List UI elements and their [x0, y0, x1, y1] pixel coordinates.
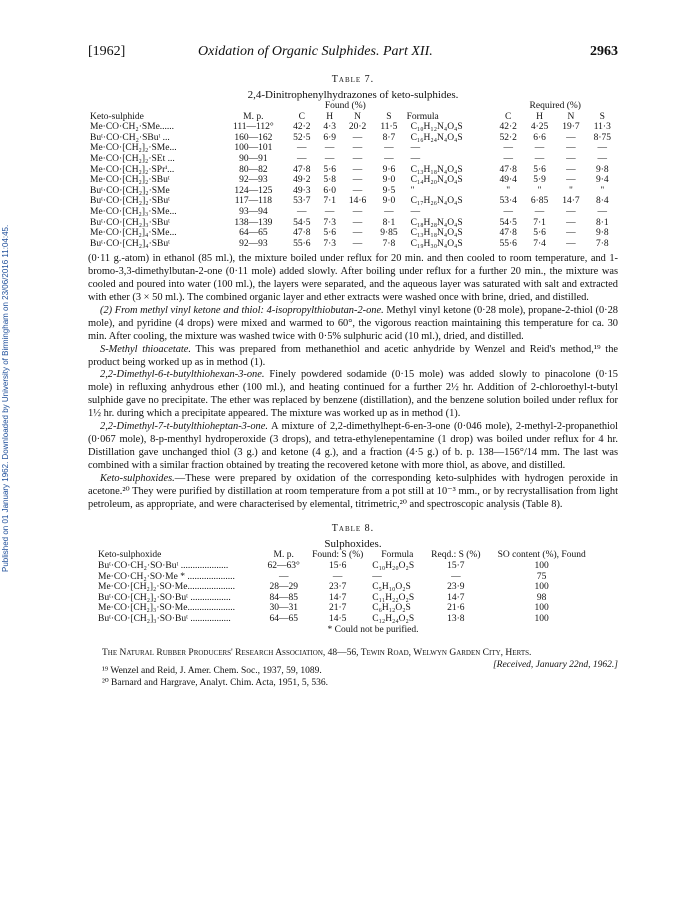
table7-cell: C₁₇H₂₆N₄O₄S — [410, 196, 463, 207]
received-date: [Received, January 22nd, 1962.] — [492, 659, 618, 670]
table7-cell: — — [384, 143, 394, 154]
table8-column-header: SO content (%), Found — [497, 550, 586, 561]
table7-cell: — — [534, 153, 545, 164]
table8-cell: C₅H₁₀O₂S — [372, 582, 411, 593]
table7-cell: C₁₉H₃₀N₄O₄S — [410, 238, 463, 249]
table8-cell: 28—29 — [269, 582, 298, 593]
table7-cell: — — [352, 143, 363, 154]
table7-cell: 19·7 — [562, 122, 580, 133]
table-row — [96, 582, 596, 593]
paragraph-3-text: This was prepared from methanethiol and acetic anhydride by Wenzel and Reid's method,¹⁹ the product being worked up as in method (1). — [88, 343, 618, 368]
table7-column-header: N — [567, 111, 575, 122]
table7-cell: — — [352, 153, 363, 164]
table7-cell: 4·3 — [323, 122, 336, 133]
table-row — [88, 228, 618, 239]
table7-cell: 64—65 — [239, 228, 268, 239]
table7-cell: 47·8 — [293, 228, 311, 239]
table7-cell: — — [566, 164, 576, 175]
table7-cell: Me·CO·[CH₂]₂·SEt ... — [90, 153, 175, 164]
table7-cell: — — [352, 217, 363, 228]
table8-footnote: * Could not be purified. — [327, 624, 419, 635]
table7-column-header: N — [354, 111, 361, 122]
table7-cell: C₁₃H₁₈N₄O₄S — [410, 228, 463, 239]
table8-column-header: Keto-sulphoxide — [98, 550, 162, 561]
table7-cell: 5·6 — [533, 228, 546, 239]
table8-cell: 13·8 — [447, 614, 465, 624]
table7-cell: — — [297, 153, 307, 164]
table8-cell: 62—63° — [267, 561, 300, 572]
table7-cell: — — [566, 217, 576, 228]
table-row — [88, 196, 618, 207]
table7-cell: — — [352, 164, 363, 175]
table8-body — [96, 561, 596, 625]
table7-cell: — — [352, 228, 363, 239]
table7-cell: Buᵗ·CO·[CH₂]₄·SBuᵗ — [90, 238, 170, 249]
table7-cell: 92—93 — [239, 175, 268, 186]
table-row — [88, 186, 618, 197]
table8-cell: Buᵗ·CO·CH₂·SO·Buᵗ .................... — [98, 561, 229, 572]
table7-cell: — — [597, 206, 608, 217]
table7-found-header: Found (%) — [324, 101, 366, 111]
table7 — [88, 101, 618, 249]
table-row — [88, 122, 618, 133]
body-paragraph-5 — [88, 421, 618, 473]
table7-cell: 7·1 — [323, 196, 336, 207]
table7-cell: Me·CO·[CH₂]₂·SBuᵗ — [90, 175, 170, 186]
table7-cell: — — [352, 132, 363, 143]
table7-cell: 7·8 — [595, 238, 609, 249]
table7-cell: 55·6 — [293, 238, 311, 249]
header-year: [1962] — [88, 44, 126, 59]
table8-cell: C₆H₁₂O₂S — [372, 603, 411, 614]
table7-column-header: S — [599, 111, 605, 122]
table7-cell: 90—91 — [239, 153, 268, 164]
table7-cell: — — [566, 143, 576, 154]
table7-cell: 124—125 — [234, 185, 273, 196]
table7-cell: 117—118 — [234, 196, 272, 207]
paragraph-5-text: A mixture of 2,2-dimethylhept-6-en-3-one (0·046 mole), 2-methyl-2-propanethiol (0·067 mole), 8-p-menthyl hydroperoxide (3 drops), and tetra-ethylenepentamine (1 drop) was boiled under reflux for 4 hr. Distillation gave unchanged thiol (3 g.) and ketone (4 g.), and a fraction (4·5 g.) of b. p. 138—156°/14 mm. The last was combined with a similar fraction obtained by treating the recovered ketone with more thiol, as above, and distilled. — [88, 421, 618, 471]
table7-cell: 9·4 — [595, 175, 609, 186]
table7-cell: Buᵗ·CO·[CH₂]₂·SMe — [90, 185, 170, 196]
table7-cell: 93—94 — [239, 206, 268, 217]
table7-cell: 6·6 — [533, 132, 546, 143]
table7-cell: — — [352, 206, 363, 217]
table7-cell: 9·5 — [382, 185, 396, 196]
table7-cell: 9·8 — [595, 164, 609, 175]
table-row — [88, 239, 618, 250]
body-paragraph-1: (0·11 g.-atom) in ethanol (85 ml.), the mixture boiled under reflux for 20 min. and then cooled to room temperature, and 1-bromo-3,3-dimethylbutan-2-one (0·11 mole) added slowly. After boiling under reflux for a further 20 min., the mixture was cooled and poured into water (100 ml.), the layers were separated, and the aqueous layer was saturated with salt and extracted with ether (3 × 50 ml.). The combined organic layer and ether extracts were washed once with brine, dried, and distilled. — [88, 253, 618, 304]
table7-cell: 5·8 — [323, 175, 336, 186]
table7-cell: — — [597, 143, 608, 154]
table8-cell: 100 — [534, 582, 549, 593]
table7-cell: — — [410, 143, 421, 154]
table7-cell: 53·7 — [293, 196, 311, 207]
table8-cell: 23·9 — [447, 582, 465, 593]
table-row — [96, 572, 596, 583]
table7-cell: " — [600, 185, 605, 196]
table7-cell: 5·9 — [533, 175, 546, 186]
table7-cell: 111—112° — [232, 122, 274, 133]
table7-column-header: C — [505, 111, 512, 122]
table7-cell: 5·6 — [323, 228, 336, 239]
running-header — [88, 44, 618, 62]
table-row — [88, 218, 618, 229]
table7-cell: — — [324, 143, 335, 154]
reference-20: ²⁰ Barnard and Hargrave, Analyt. Chim. Acta, 1951, 5, 536. — [102, 677, 328, 688]
table7-body — [88, 122, 618, 249]
table8-subtitle: Sulphoxides. — [324, 538, 382, 551]
table7-cell: 8·4 — [595, 196, 609, 207]
table-row — [88, 133, 618, 144]
table7-cell: 5·6 — [533, 164, 546, 175]
table7-cell: C₁₈H₂₈N₄O₄S — [410, 217, 463, 228]
table8-cell: 84—85 — [269, 592, 298, 603]
table7-cell: 6·85 — [530, 196, 549, 207]
paragraph-3-heading: S-Methyl thioacetate. — [100, 343, 191, 355]
table8-cell: 100 — [534, 561, 549, 572]
table7-cell: — — [384, 206, 394, 217]
table-row — [96, 593, 596, 604]
table7-cell: C₁₄H₂₀N₄O₄S — [410, 175, 463, 186]
table7-cell: 9·0 — [382, 196, 396, 207]
table8-column-header-row — [96, 550, 596, 561]
table7-cell: 42·2 — [293, 122, 311, 133]
table7-cell: 9·0 — [382, 175, 396, 186]
download-watermark — [0, 0, 14, 912]
table8-cell: C₁₀H₂₀O₂S — [372, 561, 415, 572]
table7-cell: — — [297, 143, 307, 154]
table8-cell: 21·7 — [328, 603, 347, 614]
table7-cell: 160—162 — [234, 132, 273, 143]
table-row — [88, 154, 618, 165]
table7-cell: 7·3 — [323, 217, 336, 228]
table7-cell: C₁₆H₂₄N₄O₄S — [410, 132, 463, 143]
table7-cell: 5·6 — [323, 164, 336, 175]
table8-cell: 30—31 — [269, 603, 298, 614]
table7-cell: 7·3 — [323, 238, 336, 249]
table7-cell: " — [568, 185, 573, 196]
table7-cell: 7·1 — [533, 217, 546, 228]
table8-cell: 75 — [536, 571, 547, 582]
table7-cell: 54·5 — [293, 217, 311, 228]
table7-cell: 49·3 — [293, 185, 311, 196]
table8-cell: 100 — [534, 603, 549, 614]
table7-cell: 9·6 — [382, 164, 396, 175]
table8-column-header: Found: S (%) — [312, 550, 364, 561]
journal-page — [88, 44, 618, 689]
table7-cell: 49·2 — [293, 175, 311, 186]
table8-cell: Me·CO·CH₂·SO·Me * .................... — [98, 571, 235, 582]
table7-cell: 52·5 — [293, 132, 311, 143]
table8-cell: 14·7 — [328, 592, 347, 603]
table7-cell: — — [384, 153, 394, 164]
table7-cell: — — [566, 132, 576, 143]
paragraph-2-text: Methyl vinyl ketone (0·28 mole), propane-2-thiol (0·28 mole), and pyridine (4 drops) were mixed and warmed to 60°, the vigorous reaction maintaining this temperature for ca. 30 min. After cooling, the mixture was washed twice with 0·5% sulphuric acid (10 ml.), dried, and distilled. — [88, 304, 618, 342]
table7-cell: C₁₃H₁₈N₄O₄S — [410, 164, 463, 175]
table7-cell: — — [566, 238, 576, 249]
table8 — [96, 550, 596, 624]
table-row — [96, 614, 596, 625]
table7-cell: 53·4 — [499, 196, 517, 207]
table7-cell: 80—82 — [239, 164, 268, 175]
table7-group-header-row — [88, 101, 618, 112]
table8-cell: — — [332, 571, 343, 582]
table8-cell: 15·7 — [447, 561, 465, 572]
table7-cell: Me·CO·CH₂·SMe...... — [90, 122, 175, 133]
body-paragraph-6 — [88, 473, 618, 512]
table7-column-header: H — [326, 111, 334, 122]
table8-cell: 64—65 — [269, 614, 298, 624]
table-row — [88, 175, 618, 186]
table7-cell: — — [503, 153, 513, 164]
table7-cell: 9·85 — [380, 228, 398, 239]
table8-column-header: M. p. — [273, 550, 294, 561]
paragraph-5-heading: 2,2-Dimethyl-7-t-butylthioheptan-3-one. — [100, 421, 268, 433]
table8-cell: 14·7 — [447, 592, 465, 603]
table7-cell: C₁₀H₁₂N₄O₄S — [410, 122, 463, 133]
table7-cell: 49·4 — [499, 175, 517, 186]
table7-cell: Me·CO·[CH₂]₂·SMe... — [90, 143, 177, 154]
paragraph-4-heading: 2,2-Dimethyl-6-t-butylthiohexan-3-one. — [100, 369, 265, 381]
body-paragraph-3 — [88, 344, 618, 370]
table8-cell: Buᵗ·CO·[CH₂]₃·SO·Buᵗ ................. — [98, 614, 231, 624]
table7-cell: 52·2 — [499, 132, 517, 143]
table7-caption: Table 7. — [331, 74, 375, 85]
table7-cell: 14·7 — [562, 196, 580, 207]
table7-cell: 8·1 — [382, 217, 396, 228]
table7-cell: 8·7 — [382, 132, 396, 143]
header-page-number: 2963 — [590, 44, 618, 59]
table7-cell: 47·8 — [499, 164, 517, 175]
table-row — [96, 603, 596, 614]
table7-column-header: Formula — [406, 111, 439, 122]
table7-cell: — — [503, 206, 513, 217]
table7-cell: — — [566, 206, 576, 217]
table7-cell: 11·3 — [593, 122, 611, 133]
table7-cell: — — [324, 153, 335, 164]
paragraph-6-heading: Keto-sulphoxides. — [100, 472, 175, 484]
table7-cell: 138—139 — [234, 217, 273, 228]
table7-cell: " — [537, 185, 542, 196]
table7-column-header: S — [386, 111, 392, 122]
table7-cell: Buᵗ·CO·CH₂·SBuᵗ ... — [90, 132, 170, 143]
affiliation-text: The Natural Rubber Producers' Research Association, 48—56, Tewin Road, Welwyn Garden City, Herts. — [102, 647, 532, 658]
table7-cell: 6·9 — [323, 132, 336, 143]
table7-cell: Me·CO·[CH₂]₄·SMe... — [90, 228, 177, 239]
table8-cell: C₁₁H₂₂O₂S — [372, 592, 415, 603]
table-row — [88, 207, 618, 218]
table8-cell: 100 — [534, 614, 549, 624]
table8-cell: — — [278, 571, 289, 582]
table7-required-header: Required (%) — [529, 101, 581, 111]
table7-cell: — — [566, 228, 576, 239]
table8-cell: Me·CO·[CH₂]₂·SO·Me.................... — [98, 582, 235, 593]
table7-cell: Me·CO·[CH₂]₂·SPrⁱ... — [90, 164, 175, 175]
table7-cell: Buᵗ·CO·[CH₂]₂·SBuᵗ — [90, 196, 170, 207]
table8-cell: 15·6 — [328, 561, 347, 572]
table8-column-header: Formula — [381, 550, 414, 561]
table7-cell: — — [352, 185, 363, 196]
table7-cell: — — [566, 175, 576, 186]
table7-cell: — — [534, 143, 545, 154]
table7-cell: 11·5 — [380, 122, 398, 133]
body-paragraph-2 — [88, 305, 618, 344]
table7-cell: 7·8 — [382, 238, 396, 249]
table7-cell: 54·5 — [499, 217, 517, 228]
table7-cell: — — [297, 206, 307, 217]
table8-cell: 98 — [536, 592, 547, 603]
table7-cell: — — [566, 153, 576, 164]
table7-cell: 20·2 — [348, 122, 367, 133]
table7-column-header: C — [298, 111, 305, 122]
table8-cell: Me·CO·[CH₂]₃·SO·Me.................... — [98, 603, 235, 614]
table7-cell: — — [534, 206, 545, 217]
table8-caption: Table 8. — [331, 523, 375, 535]
body-paragraph-4 — [88, 369, 618, 421]
table8-cell: — — [451, 571, 461, 582]
table7-column-header: Keto-sulphide — [90, 111, 144, 122]
paragraph-2-heading: (2) From methyl vinyl ketone and thiol: 4-isopropylthiobutan-2-one. — [100, 304, 384, 316]
table8-cell: 21·6 — [447, 603, 465, 614]
table8-cell: — — [372, 571, 382, 582]
table7-cell: " — [506, 185, 511, 196]
author-affiliation — [88, 647, 618, 670]
table7-subtitle: 2,4-Dinitrophenylhydrazones of keto-sulphides. — [247, 89, 459, 101]
table-row — [88, 143, 618, 154]
table7-cell: 55·6 — [499, 238, 517, 249]
table7-cell: 42·2 — [499, 122, 517, 133]
paragraph-6-text: —These were prepared by oxidation of the corresponding keto-sulphides with hydrogen peroxide in acetone.²⁰ They were purified by distillation at room temperature from a pot still at 10⁻³ mm., or by recrystallisation from light petroleum, as appropriate, and were characterised by elemental, titrimetric,²⁰ and spectroscopic analysis (Table 8). — [88, 472, 618, 510]
table7-cell: — — [352, 238, 363, 249]
table7-cell: — — [410, 153, 421, 164]
table7-cell: 6·0 — [323, 185, 336, 196]
table7-cell: 4·25 — [530, 122, 549, 133]
table8-column-header: Reqd.: S (%) — [431, 550, 481, 561]
table-row — [96, 561, 596, 572]
table7-cell: 14·6 — [348, 196, 367, 207]
table7-cell: Buᵗ·CO·[CH₂]₃·SBuᵗ — [90, 217, 170, 228]
table7-cell: 92—93 — [239, 238, 268, 249]
table7-column-header: H — [536, 111, 543, 122]
reference-19: ¹⁹ Wenzel and Reid, J. Amer. Chem. Soc., 1937, 59, 1089. — [102, 665, 322, 676]
table8-cell: C₁₂H₂₄O₂S — [372, 614, 415, 624]
table8-cell: 23·7 — [328, 582, 347, 593]
table8-cell: 14·5 — [328, 614, 347, 624]
table7-cell: — — [597, 153, 608, 164]
table7-cell: 100—101 — [234, 143, 273, 154]
table7-cell: — — [352, 175, 363, 186]
table7-cell: 8·1 — [595, 217, 609, 228]
table7-cell: — — [410, 206, 421, 217]
table7-cell: 7·4 — [533, 238, 546, 249]
download-watermark-text: Published on 01 January 1962. Downloaded by University of Birmingham on 23/06/2016 11:04:45. — [1, 224, 10, 572]
table8-cell: Buᵗ·CO·[CH₂]₂·SO·Buᵗ ................. — [98, 592, 231, 603]
table7-cell: 8·75 — [593, 132, 611, 143]
table7-cell: — — [503, 143, 513, 154]
table7-cell: " — [410, 185, 415, 196]
table7-cell: Me·CO·[CH₂]₃·SMe... — [90, 206, 177, 217]
table7-column-header: M. p. — [243, 111, 264, 122]
table7-cell: — — [324, 206, 335, 217]
header-title: Oxidation of Organic Sulphides. Part XII. — [198, 44, 433, 59]
table7-cell: 9·8 — [595, 228, 609, 239]
table7-column-header-row — [88, 112, 618, 123]
table7-cell: 47·8 — [293, 164, 311, 175]
paragraph-4-text: Finely powdered sodamide (0·15 mole) was added slowly to pinacolone (0·15 mole) in refluxing anhydrous ether (100 ml.), and heating continued for a further 2½ hr. Addition of 2-chloroethyl-t-butyl sulphide gave no precipitate. The ether was replaced by benzene (distillation), and the benzene solution boiled under reflux for 1½ hr. during which a precipitate appeared. The mixture was worked up as in method (1). — [88, 369, 618, 420]
table-row — [88, 165, 618, 176]
table7-cell: 47·8 — [499, 228, 517, 239]
